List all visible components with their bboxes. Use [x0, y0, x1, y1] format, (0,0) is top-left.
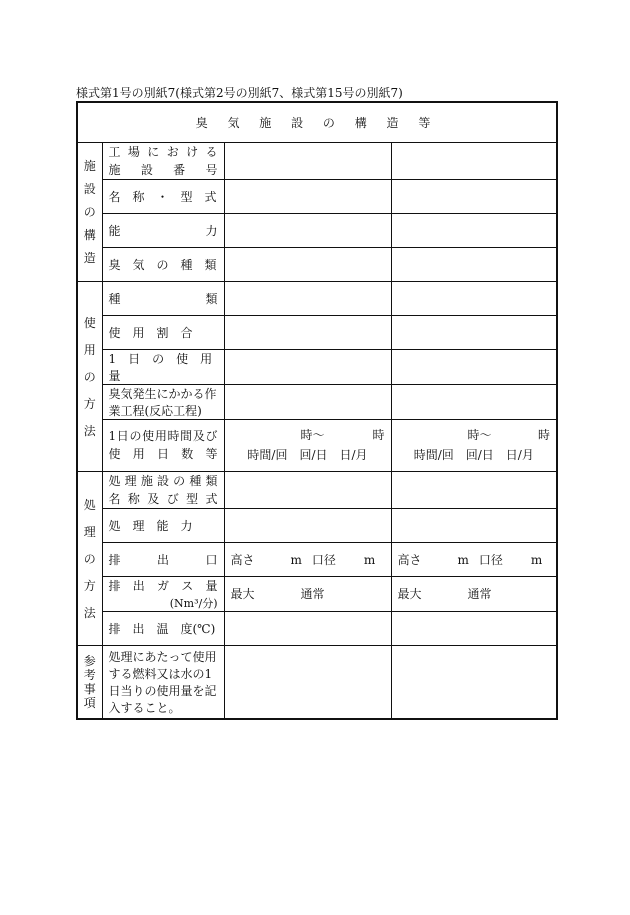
value-odor-kind-2[interactable] [391, 247, 557, 281]
form-title: 臭 気 施 設 の 構 造 等 [77, 102, 557, 142]
label-name-type: 名 称 ・ 型 式 [102, 179, 224, 213]
value-capacity-2[interactable] [391, 213, 557, 247]
value-notes-1[interactable] [224, 645, 391, 719]
label-capacity: 能 力 [102, 213, 224, 247]
value-usage-ratio-2[interactable] [391, 315, 557, 349]
value-odor-kind-1[interactable] [224, 247, 391, 281]
value-capacity-1[interactable] [224, 213, 391, 247]
value-gas-amount-1[interactable]: 最大 通常 [224, 576, 391, 611]
value-temperature-2[interactable] [391, 611, 557, 645]
value-name-type-1[interactable] [224, 179, 391, 213]
value-facility-number-1[interactable] [224, 142, 391, 179]
label-treatment-kind: 処理施設の種類 名称及び型式 [102, 471, 224, 508]
section-structure: 施 設 の 構 造 [77, 142, 102, 281]
value-outlet-1[interactable]: 高さ m 口径 m [224, 542, 391, 576]
value-process-2[interactable] [391, 384, 557, 419]
form-caption: 様式第1号の別紙7(様式第2号の別紙7、様式第15号の別紙7) [76, 86, 403, 100]
label-treatment-capacity: 処 理 能 力 [102, 508, 224, 542]
value-outlet-2[interactable]: 高さ m 口径 m [391, 542, 557, 576]
value-treatment-capacity-2[interactable] [391, 508, 557, 542]
value-usage-ratio-1[interactable] [224, 315, 391, 349]
value-facility-number-2[interactable] [391, 142, 557, 179]
label-odor-kind: 臭 気 の 種 類 [102, 247, 224, 281]
value-temperature-1[interactable] [224, 611, 391, 645]
label-facility-number: 工場における 施 設 番 号 [102, 142, 224, 179]
label-kind: 種 類 [102, 281, 224, 315]
label-notes: 処理にあたって使用する燃料又は水の1日当りの使用量を記入すること。 [102, 645, 224, 719]
label-outlet: 排 出 口 [102, 542, 224, 576]
value-kind-2[interactable] [391, 281, 557, 315]
value-process-1[interactable] [224, 384, 391, 419]
odor-facility-form [76, 101, 558, 720]
value-usage-time-2[interactable]: 時～ 時 時間/回 回/日 日/月 [391, 419, 557, 471]
label-usage-time: 1日の使用時間及び 使 用 日 数 等 [102, 419, 224, 471]
value-treatment-capacity-1[interactable] [224, 508, 391, 542]
value-name-type-2[interactable] [391, 179, 557, 213]
value-treatment-kind-1[interactable] [224, 471, 391, 508]
label-daily-usage: 1 日 の 使 用 量 [102, 349, 224, 384]
section-treatment: 処 理 の 方 法 [77, 471, 102, 645]
label-gas-amount: 排 出 ガ ス 量 (Nm³/分) [102, 576, 224, 611]
section-usage: 使 用 の 方 法 [77, 281, 102, 471]
value-usage-time-1[interactable]: 時～ 時 時間/回 回/日 日/月 [224, 419, 391, 471]
value-gas-amount-2[interactable]: 最大 通常 [391, 576, 557, 611]
label-process: 臭気発生にかかる作業工程(反応工程) [102, 384, 224, 419]
value-notes-2[interactable] [391, 645, 557, 719]
value-daily-usage-2[interactable] [391, 349, 557, 384]
value-treatment-kind-2[interactable] [391, 471, 557, 508]
value-daily-usage-1[interactable] [224, 349, 391, 384]
label-temperature: 排 出 温 度(℃) [102, 611, 224, 645]
label-usage-ratio: 使 用 割 合 [102, 315, 224, 349]
value-kind-1[interactable] [224, 281, 391, 315]
section-notes: 参 考 事 項 [77, 645, 102, 719]
